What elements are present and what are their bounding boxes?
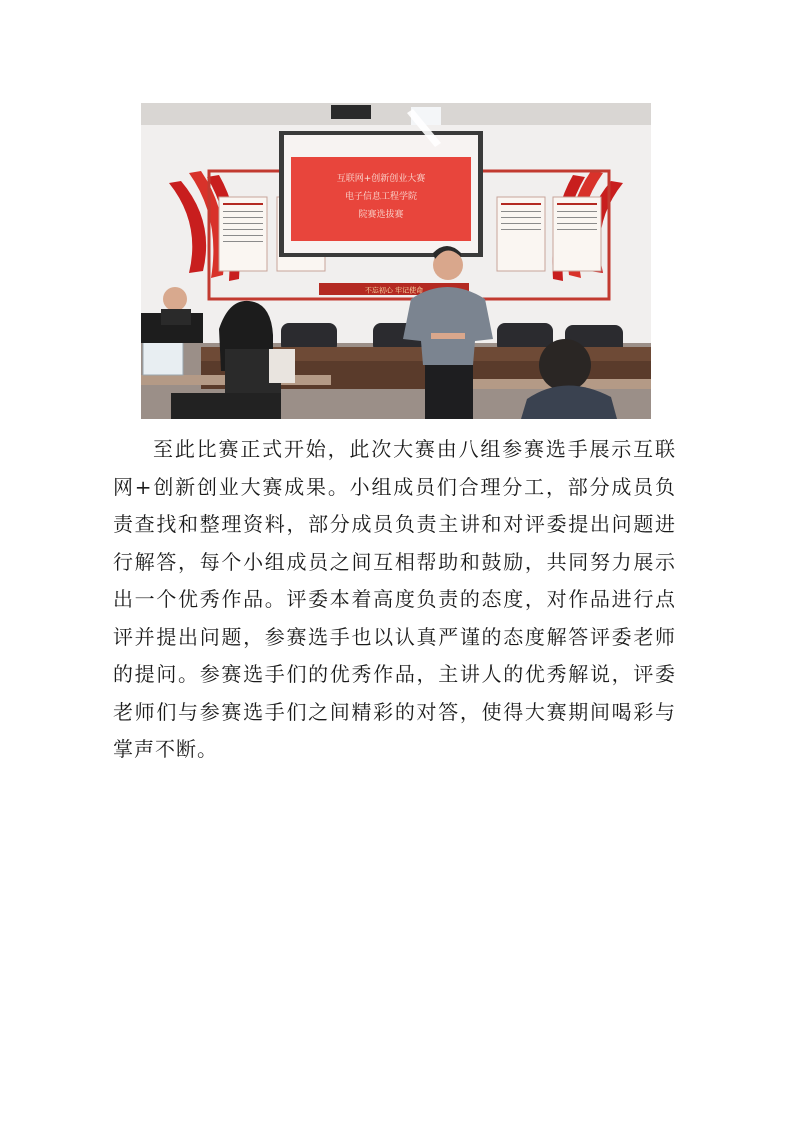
screen-line-3: 院赛选拔赛 bbox=[358, 210, 404, 220]
body-paragraph: 至此比赛正式开始，此次大赛由八组参赛选手展示互联网+创新创业大赛成果。小组成员们合理分工，部分成员负责查找和整理资料，部分成员负责主讲和对评委提出问题进行解答，每个小组成员之间互相帮助和鼓励，共同努力展示出一个优秀作品。评委本着高度负责的态度，对作品进行点评并提出问题，参赛选手也以认真严谨的态度解答评委老师的提问。参赛选手们的优秀作品，主讲人的优秀解说，评委老师们与参赛选手们之间精彩的对答，使得大赛期间喝彩与掌声不断。 bbox=[113, 437, 676, 761]
screen-line-1: 互联网+创新创业大赛 bbox=[336, 174, 426, 184]
banner-text: 不忘初心 牢记使命 bbox=[364, 286, 424, 295]
event-photo bbox=[141, 103, 651, 419]
screen-line-2: 电子信息工程学院 bbox=[344, 192, 418, 202]
